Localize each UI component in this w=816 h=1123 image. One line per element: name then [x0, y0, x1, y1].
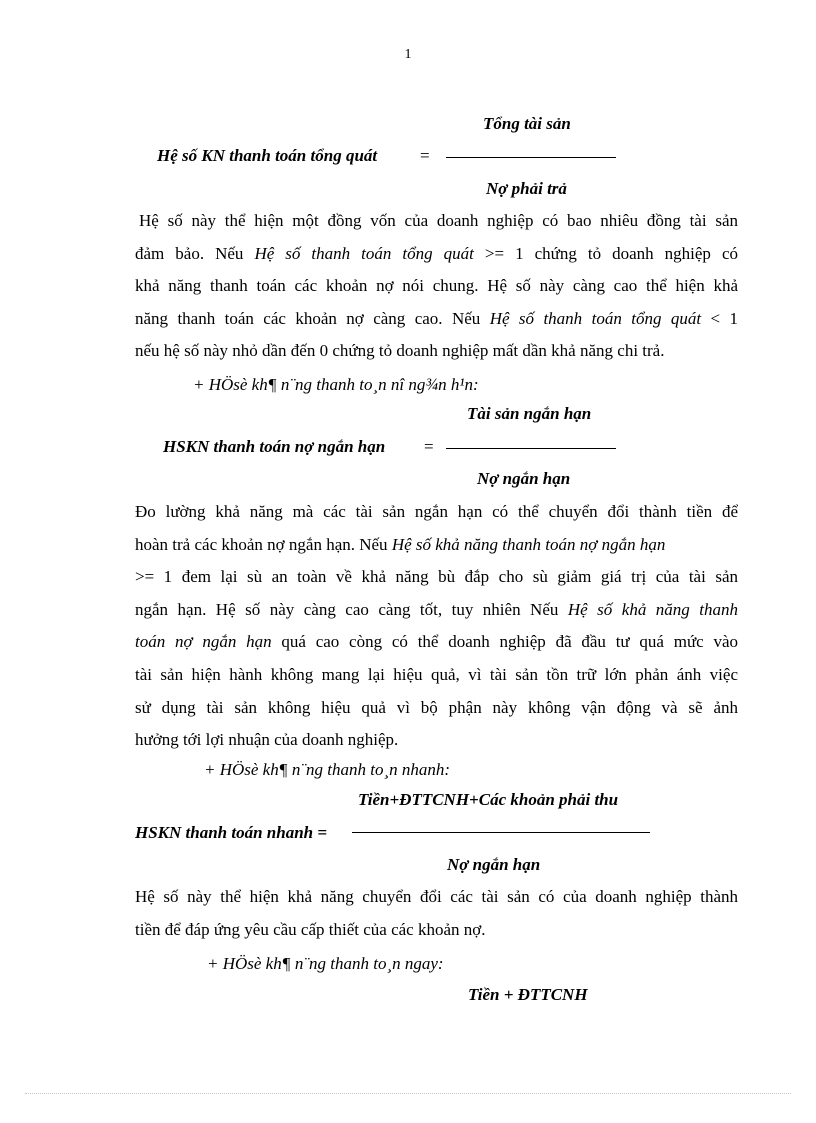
formula1-label: Hệ số KN thanh toán tổng quát: [157, 146, 378, 165]
formula1-equals: =: [420, 146, 430, 165]
paragraph-3: [135, 881, 738, 946]
formula2-fraction-bar: [446, 448, 616, 449]
p2-line-7: sử dụng tài sản không hiệu quả vì bộ phận này không vận động và sẽ ảnh: [135, 697, 738, 717]
p2-line-8: hưởng tới lợi nhuận của doanh nghiệp.: [135, 730, 399, 750]
page-number: 1: [404, 47, 412, 62]
paragraph-1: [135, 205, 738, 368]
p1-line-1: Hệ số này thể hiện một đồng vốn của doanh nghiệp có bao nhiêu đồng tài sản: [139, 211, 738, 230]
p1-line-2: đảm bảo. Nếu Hệ số thanh toán tổng quát >= 1 chứng tỏ doanh nghiệp có: [135, 243, 738, 263]
formula3-numerator: Tiền+ĐTTCNH+Các khoản phải thu: [358, 790, 619, 809]
p2-line-4: ngắn hạn. Hệ số này càng cao càng tốt, tuy nhiên Nếu Hệ số khả năng thanh: [135, 599, 738, 619]
p2-line-3: >= 1 đem lại sù an toàn về khả năng bù đắp cho sù giảm giá trị của tài sản: [135, 567, 738, 587]
p1-line-4: năng thanh toán các khoản nợ càng cao. Nếu Hệ số thanh toán tổng quát < 1: [135, 308, 739, 328]
formula3-label: HSKN thanh toán nhanh =: [135, 823, 328, 842]
formula1-numerator: Tổng tài sản: [483, 114, 571, 133]
formula1-denominator: Nợ phải trả: [486, 179, 567, 198]
subheading-2: + HÖsè kh¶ n¨ng thanh to¸n nî ng¾n h¹n:: [193, 375, 479, 394]
formula2-label: HSKN thanh toán nợ ngắn hạn: [163, 437, 386, 456]
formula3-denominator: Nợ ngắn hạn: [447, 855, 541, 874]
formula2-denominator: Nợ ngắn hạn: [477, 469, 571, 488]
p3-line-1: Hệ số này thể hiện khả năng chuyển đổi các tài sản có của doanh nghiệp thành: [135, 887, 738, 906]
p2-line-1: Đo lường khả năng mà các tài sản ngắn hạn có thể chuyển đổi thành tiền để: [135, 502, 738, 521]
subheading-3: + HÖsè kh¶ n¨ng thanh to¸n nhanh:: [204, 760, 451, 779]
paragraph-2: [135, 496, 738, 757]
formula4-numerator: Tiền + ĐTTCNH: [468, 985, 588, 1004]
formula2-equals: =: [424, 437, 434, 456]
p1-line-5: nếu hệ số này nhỏ dần đến 0 chứng tỏ doanh nghiệp mất dần khả năng chi trả.: [135, 341, 665, 361]
page-footer-border: [25, 1093, 791, 1094]
p1-line-3: khả năng thanh toán các khoản nợ nói chung. Hệ số này càng cao thể hiện khả: [135, 276, 738, 296]
subheading-4: + HÖsè kh¶ n¨ng thanh to¸n ngay:: [207, 954, 444, 973]
p3-line-2: tiền để đáp ứng yêu cầu cấp thiết của các khoản nợ.: [135, 919, 486, 939]
formula3-fraction-bar: [352, 832, 650, 833]
p2-line-5: toán nợ ngắn hạn quá cao còng có thể doanh nghiệp đã đầu tư quá mức vào: [135, 632, 739, 652]
formula1-fraction-bar: [446, 157, 616, 158]
formula2-numerator: Tài sản ngắn hạn: [467, 404, 592, 423]
p2-line-2: hoàn trả các khoản nợ ngắn hạn. Nếu Hệ số khả năng thanh toán nợ ngắn hạn: [135, 534, 666, 554]
p2-line-6: tài sản hiện hành không mang lại hiệu quả, vì tài sản tồn trữ lớn phản ánh việc: [135, 664, 738, 684]
